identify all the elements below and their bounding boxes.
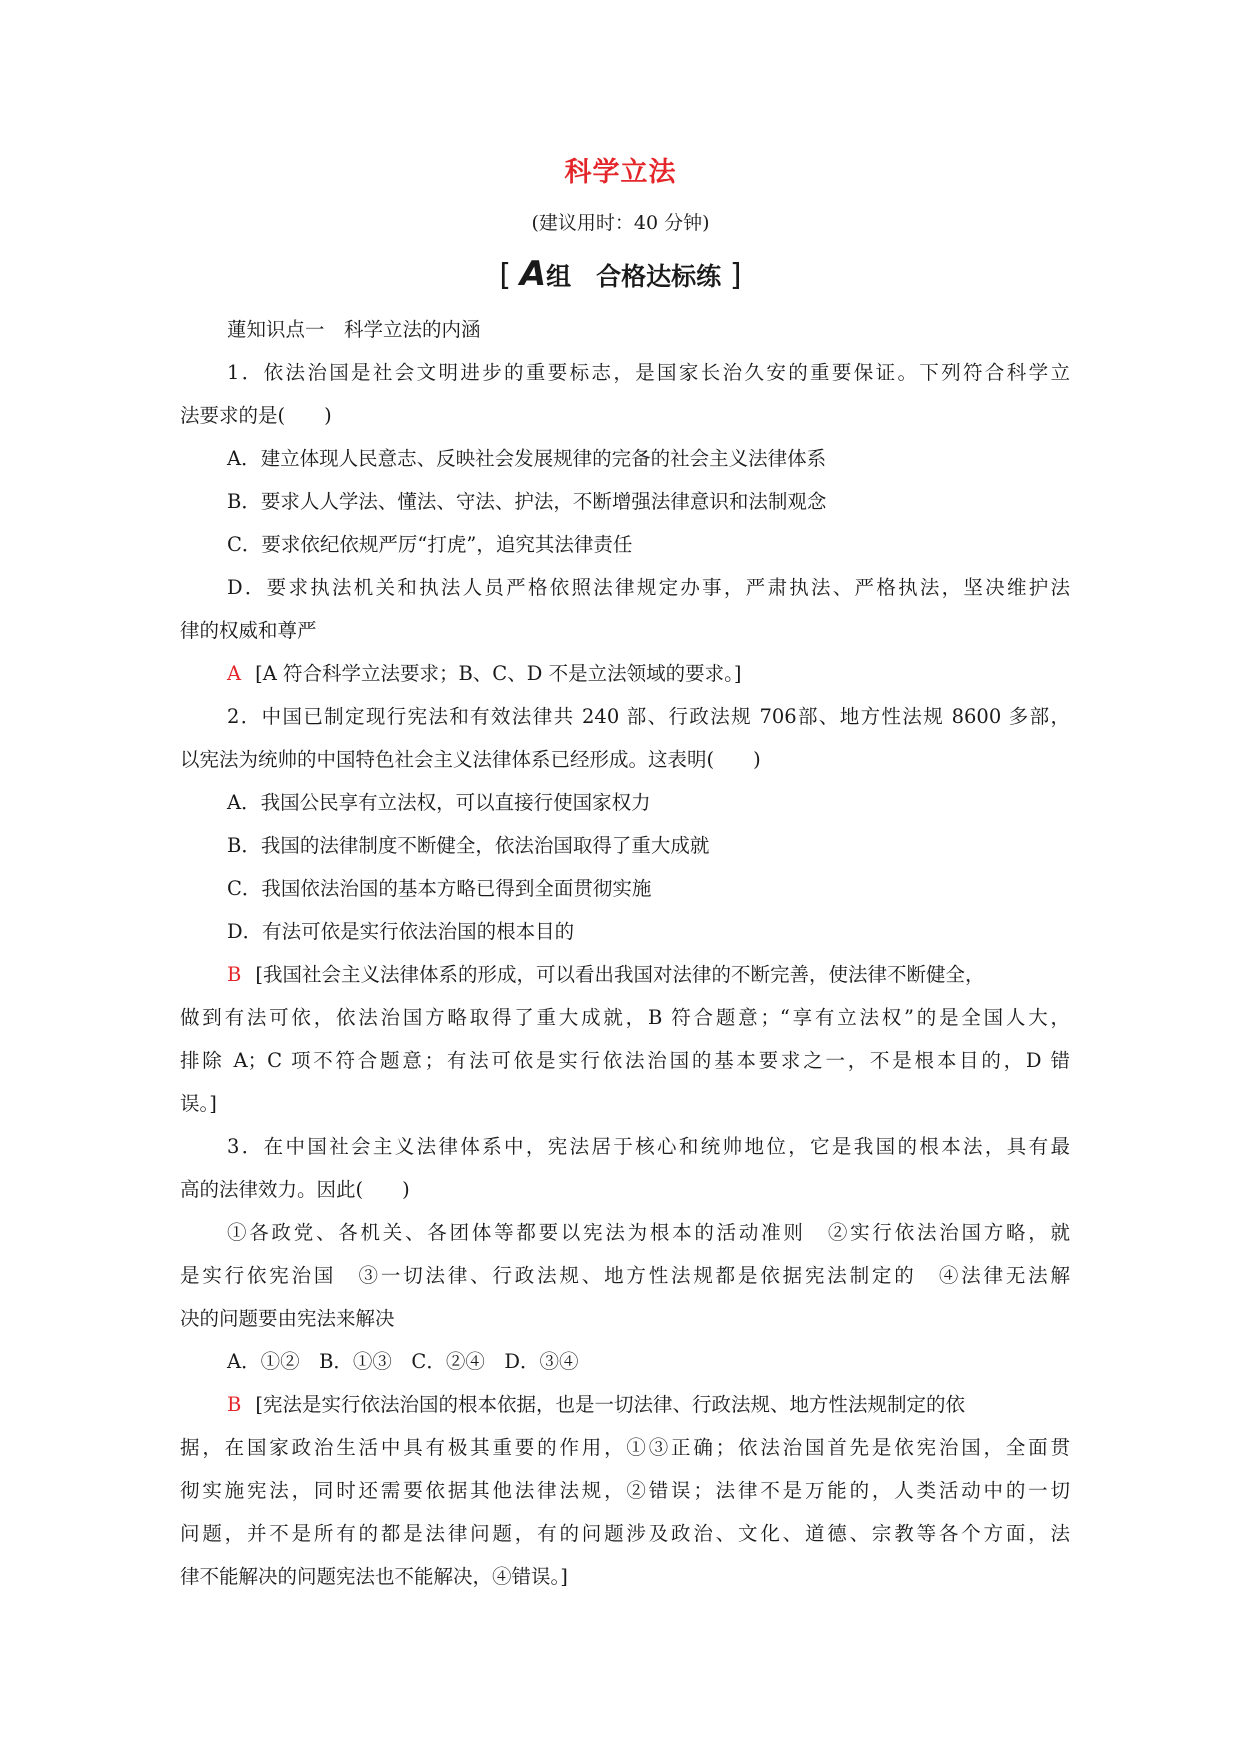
q1-option-c: C．要求依纪依规严厉“打虎”，追究其法律责任: [227, 533, 633, 556]
q1-stem-line: 法要求的是( ): [180, 404, 332, 427]
q3-explanation-line: 据，在国家政治生活中具有极其重要的作用，①③正确；依法治国首先是依宪治国，全面贯: [180, 1436, 1070, 1459]
group-bracket-close: ]: [729, 258, 742, 293]
q2-explanation-line: 排除 A；C 项不符合题意；有法可依是实行依法治国的基本要求之一，不是根本目的，D 错: [180, 1049, 1070, 1072]
q1-stem-line: 1．依法治国是社会文明进步的重要标志，是国家长治久安的重要保证。下列符合科学立: [227, 361, 1070, 384]
q2-option-b: B．我国的法律制度不断健全，依法治国取得了重大成就: [227, 834, 710, 857]
group-heading: [0, 254, 1241, 294]
q3-stem-line: 高的法律效力。因此( ): [180, 1178, 410, 1201]
q3-answer-explanation: [180, 1383, 1070, 1426]
q3-stem-line: 3．在中国社会主义法律体系中，宪法居于核心和统帅地位，它是我国的根本法，具有最: [227, 1135, 1070, 1158]
q3-explanation-line: [宪法是实行依法治国的根本依据，也是一切法律、行政法规、地方性法规制定的依: [255, 1393, 965, 1416]
q3-explanation-line: 彻实施宪法，同时还需要依据其他法律法规，②错误；法律不是万能的，人类活动中的一切: [180, 1479, 1070, 1502]
q1-answer-explanation: [180, 652, 1070, 695]
q2-answer-explanation: [180, 953, 1070, 996]
q2-stem-line: 2．中国已制定现行宪法和有效法律共 240 部、行政法规 706部、地方性法规 8600 多部，: [227, 705, 1070, 728]
group-label: 组 合格达标练: [546, 262, 722, 291]
q3-statements-line: ①各政党、各机关、各团体等都要以宪法为根本的活动准则 ②实行依法治国方略，就: [227, 1221, 1070, 1244]
q2-explanation-line: 误。]: [180, 1092, 217, 1115]
q3-statements-line: 决的问题要由宪法来解决: [180, 1307, 395, 1330]
section-heading: 蓮知识点一 科学立法的内涵: [227, 318, 481, 341]
q1-option-a: A．建立体现人民意志、反映社会发展规律的完备的社会主义法律体系: [227, 447, 827, 470]
suggested-time: (建议用时：40 分钟): [531, 212, 710, 234]
question-body: [180, 308, 1070, 1598]
q3-explanation-line: 问题，并不是所有的都是法律问题，有的问题涉及政治、文化、道德、宗教等各个方面，法: [180, 1522, 1070, 1545]
group-letter: A: [519, 254, 547, 294]
q1-answer: A: [227, 662, 242, 685]
q2-explanation-line: 做到有法可依，依法治国方略取得了重大成就，B 符合题意；“享有立法权”的是全国人大，: [180, 1006, 1070, 1029]
q2-option-d: D．有法可依是实行依法治国的根本目的: [227, 920, 575, 943]
q3-statements-line: 是实行依宪治国 ③一切法律、行政法规、地方性法规都是依据宪法制定的 ④法律无法解: [180, 1264, 1070, 1287]
group-bracket-open: [: [499, 258, 512, 293]
q2-explanation-line: [我国社会主义法律体系的形成，可以看出我国对法律的不断完善，使法律不断健全，: [255, 963, 985, 986]
q3-answer: B: [227, 1393, 242, 1416]
q3-options: A．①② B．①③ C．②④ D．③④: [227, 1350, 579, 1373]
q3-explanation-line: 律不能解决的问题宪法也不能解决，④错误。]: [180, 1565, 568, 1588]
q1-option-d-cont: 律的权威和尊严: [180, 619, 317, 642]
q1-explanation: [A 符合科学立法要求；B、C、D 不是立法领域的要求。]: [255, 662, 742, 685]
q2-option-a: A．我国公民享有立法权，可以直接行使国家权力: [227, 791, 651, 814]
q2-stem-line: 以宪法为统帅的中国特色社会主义法律体系已经形成。这表明( ): [180, 748, 761, 771]
page-title: 科学立法: [564, 157, 677, 188]
q1-option-d: D．要求执法机关和执法人员严格依照法律规定办事，严肃执法、严格执法，坚决维护法: [227, 576, 1070, 599]
q2-option-c: C．我国依法治国的基本方略已得到全面贯彻实施: [227, 877, 652, 900]
q2-answer: B: [227, 963, 242, 986]
q1-option-b: B．要求人人学法、懂法、守法、护法，不断增强法律意识和法制观念: [227, 490, 827, 513]
